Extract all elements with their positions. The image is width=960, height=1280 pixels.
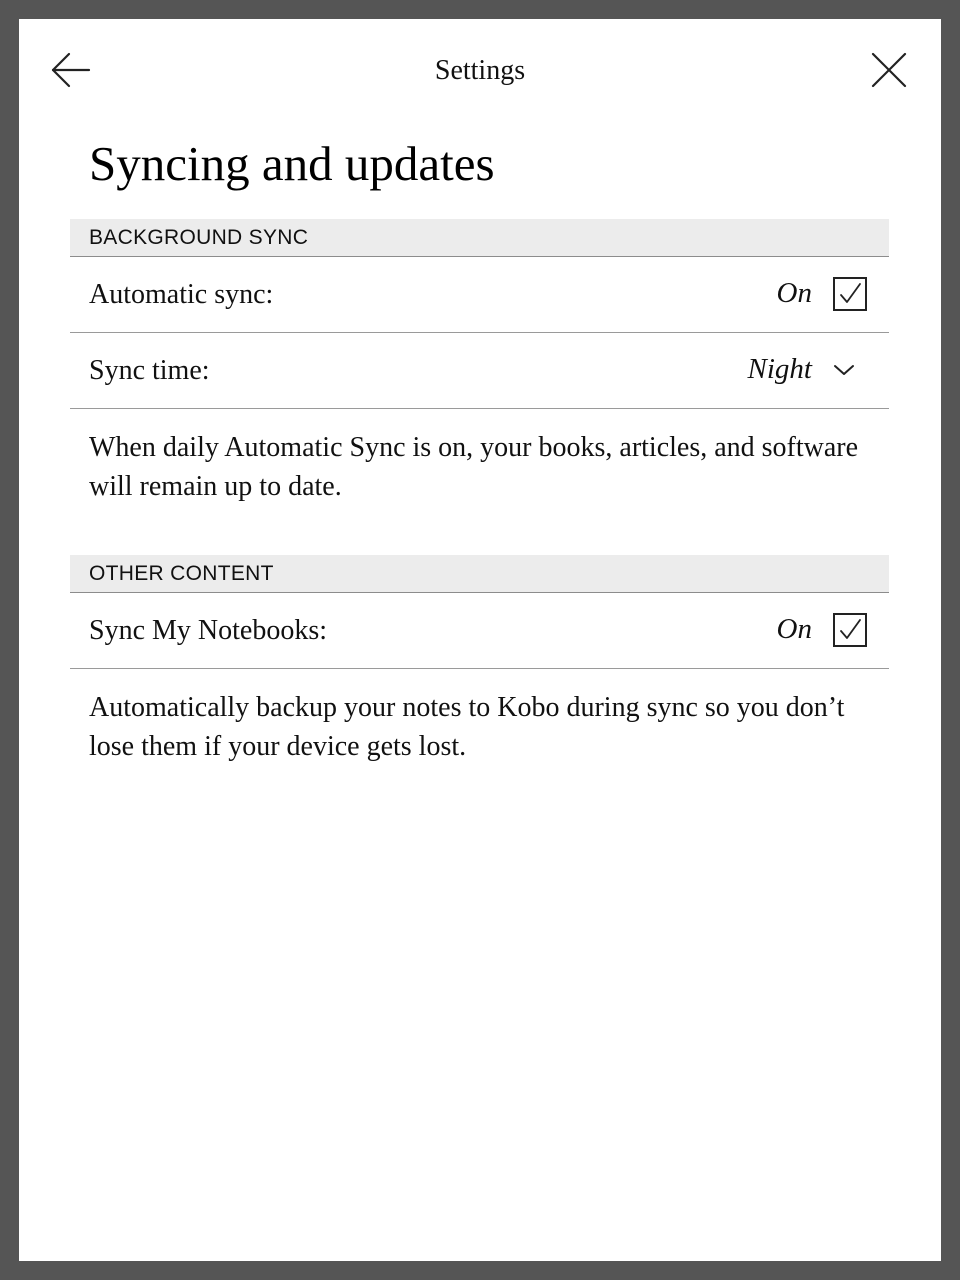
chevron-down-icon[interactable] (832, 360, 856, 380)
section-header-background-sync (70, 219, 889, 257)
sync-time-label: Sync time: (89, 355, 210, 386)
page-title: Syncing and updates (89, 136, 495, 191)
sync-my-notebooks-label: Sync My Notebooks: (89, 615, 327, 646)
checkmark-icon (837, 617, 863, 643)
sync-my-notebooks-value: On (776, 613, 812, 645)
automatic-sync-label: Automatic sync: (89, 279, 274, 310)
sync-time-row[interactable] (70, 333, 889, 409)
checkmark-icon (837, 281, 863, 307)
section-header-other-content (70, 555, 889, 593)
automatic-sync-checkbox[interactable] (833, 277, 867, 311)
other-content-description: Automatically backup your notes to Kobo during sync so you don’t lose them if your device gets lost. (89, 692, 845, 762)
settings-screen (19, 19, 941, 1261)
section-header-label: OTHER CONTENT (89, 562, 274, 585)
sync-time-value[interactable]: Night (747, 353, 812, 385)
sync-my-notebooks-checkbox[interactable] (833, 613, 867, 647)
automatic-sync-value: On (776, 277, 812, 309)
section-header-label: BACKGROUND SYNC (89, 226, 309, 249)
close-button[interactable] (865, 49, 913, 93)
header-bar (19, 19, 941, 123)
sync-my-notebooks-row[interactable] (70, 593, 889, 669)
automatic-sync-row[interactable] (70, 257, 889, 333)
close-icon (865, 49, 913, 93)
background-sync-description: When daily Automatic Sync is on, your books, articles, and software will remain up to date. (89, 432, 859, 502)
header-title: Settings (434, 55, 526, 86)
